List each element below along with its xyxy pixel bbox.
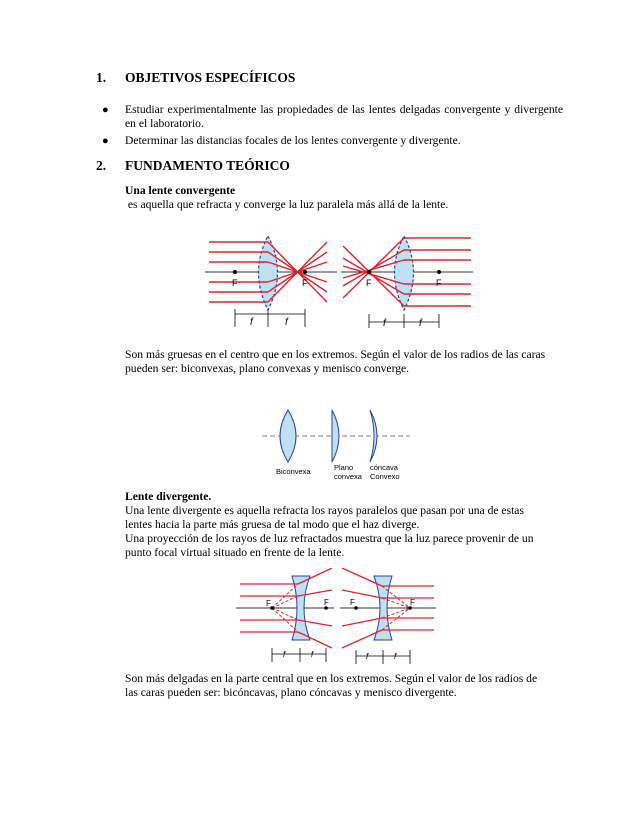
focus-label: F xyxy=(232,278,238,288)
focal-distance-marker xyxy=(272,648,326,662)
focal-length-label: f xyxy=(394,652,397,661)
focal-length-label: f xyxy=(419,318,422,329)
focus-point xyxy=(303,270,307,274)
focus-label: F xyxy=(302,278,308,288)
focal-distance-marker xyxy=(369,314,439,328)
convex-lens-shape xyxy=(259,236,278,310)
focus-label: F xyxy=(436,278,442,288)
bullet-dot-icon: ● xyxy=(102,135,109,147)
focus-label: F xyxy=(324,598,329,607)
plano-convex-label-1: Plano xyxy=(334,463,354,472)
section-1-title: OBJETIVOS ESPECÍFICOS xyxy=(125,70,296,85)
meniscus-lens-shape xyxy=(370,410,377,462)
focal-length-label: f xyxy=(383,318,386,329)
divergent-definition: Una lente divergente es aquella refracta los rayos paralelos que pasan por una de estas lentes hacia la parte más gruesa de tal modo que el haz diverge. xyxy=(125,504,524,531)
divergent-virtual-focus: Una proyección de los rayos de luz refractados muestra que la luz parece provenir de un punto focal virtual situado en frente de la lente. xyxy=(125,532,534,559)
convergent-shapes-paragraph: Son más gruesas en el centro que en los extremos. Según el valor de los radios de las caras pueden ser: biconvexas, plano convexas y menisco converge. xyxy=(125,348,546,375)
focus-label: F xyxy=(366,278,372,288)
convergent-lens-figure xyxy=(205,230,475,330)
bullet-item xyxy=(102,134,565,148)
convergent-heading: Una lente convergente xyxy=(125,184,236,197)
focus-label: F xyxy=(266,599,271,608)
convergent-diagram-right xyxy=(341,236,473,329)
focal-distance-marker xyxy=(235,309,305,327)
section-1-number: 1. xyxy=(96,70,107,85)
section-2-number: 2. xyxy=(96,158,107,173)
focal-length-label: f xyxy=(285,317,288,328)
focal-distance-marker xyxy=(356,650,410,664)
divergent-heading: Lente divergente. xyxy=(125,490,212,503)
plano-convex-label-2: convexa xyxy=(334,472,362,481)
meniscus-label-1: cóncava xyxy=(370,463,398,472)
bullet-dot-icon: ● xyxy=(102,104,109,116)
bullet-item xyxy=(102,103,563,131)
focus-point xyxy=(437,270,441,274)
focal-length-label: f xyxy=(283,650,286,659)
bullet-text: Determinar las distancias focales de los lentes convergente y divergente. xyxy=(125,134,461,147)
focal-length-label: f xyxy=(366,652,369,661)
focal-length-label: f xyxy=(311,650,314,659)
focus-point xyxy=(367,270,371,274)
convergent-diagram-left xyxy=(205,236,337,328)
divergent-diagram-left xyxy=(236,568,334,662)
focus-point xyxy=(233,270,237,274)
meniscus-label-2: Convexo xyxy=(370,472,400,481)
bullet-text: Estudiar experimentalmente las propiedades de las lentes delgadas convergente y divergente en el laboratorio. xyxy=(125,103,563,130)
divergent-lens-figure xyxy=(236,568,436,666)
divergent-diagram-right xyxy=(340,568,436,664)
biconvex-label: Biconvexa xyxy=(276,467,311,476)
focal-length-label: f xyxy=(250,317,253,328)
biconvex-lens-shape xyxy=(280,410,296,462)
convergent-lens-types-figure xyxy=(262,408,410,484)
plano-convex-lens-shape xyxy=(332,410,339,462)
section-2-title: FUNDAMENTO TEÓRICO xyxy=(125,158,290,173)
focus-label: F xyxy=(410,598,415,607)
convergent-definition: es aquella que refracta y converge la luz paralela más allá de la lente. xyxy=(125,198,449,211)
divergent-shapes-paragraph: Son más delgadas en la parte central que en los extremos. Según el valor de los radios de las caras pueden ser: bicóncavas, plano cóncavas y menisco divergente. xyxy=(125,672,538,699)
focus-label: F xyxy=(350,598,355,607)
